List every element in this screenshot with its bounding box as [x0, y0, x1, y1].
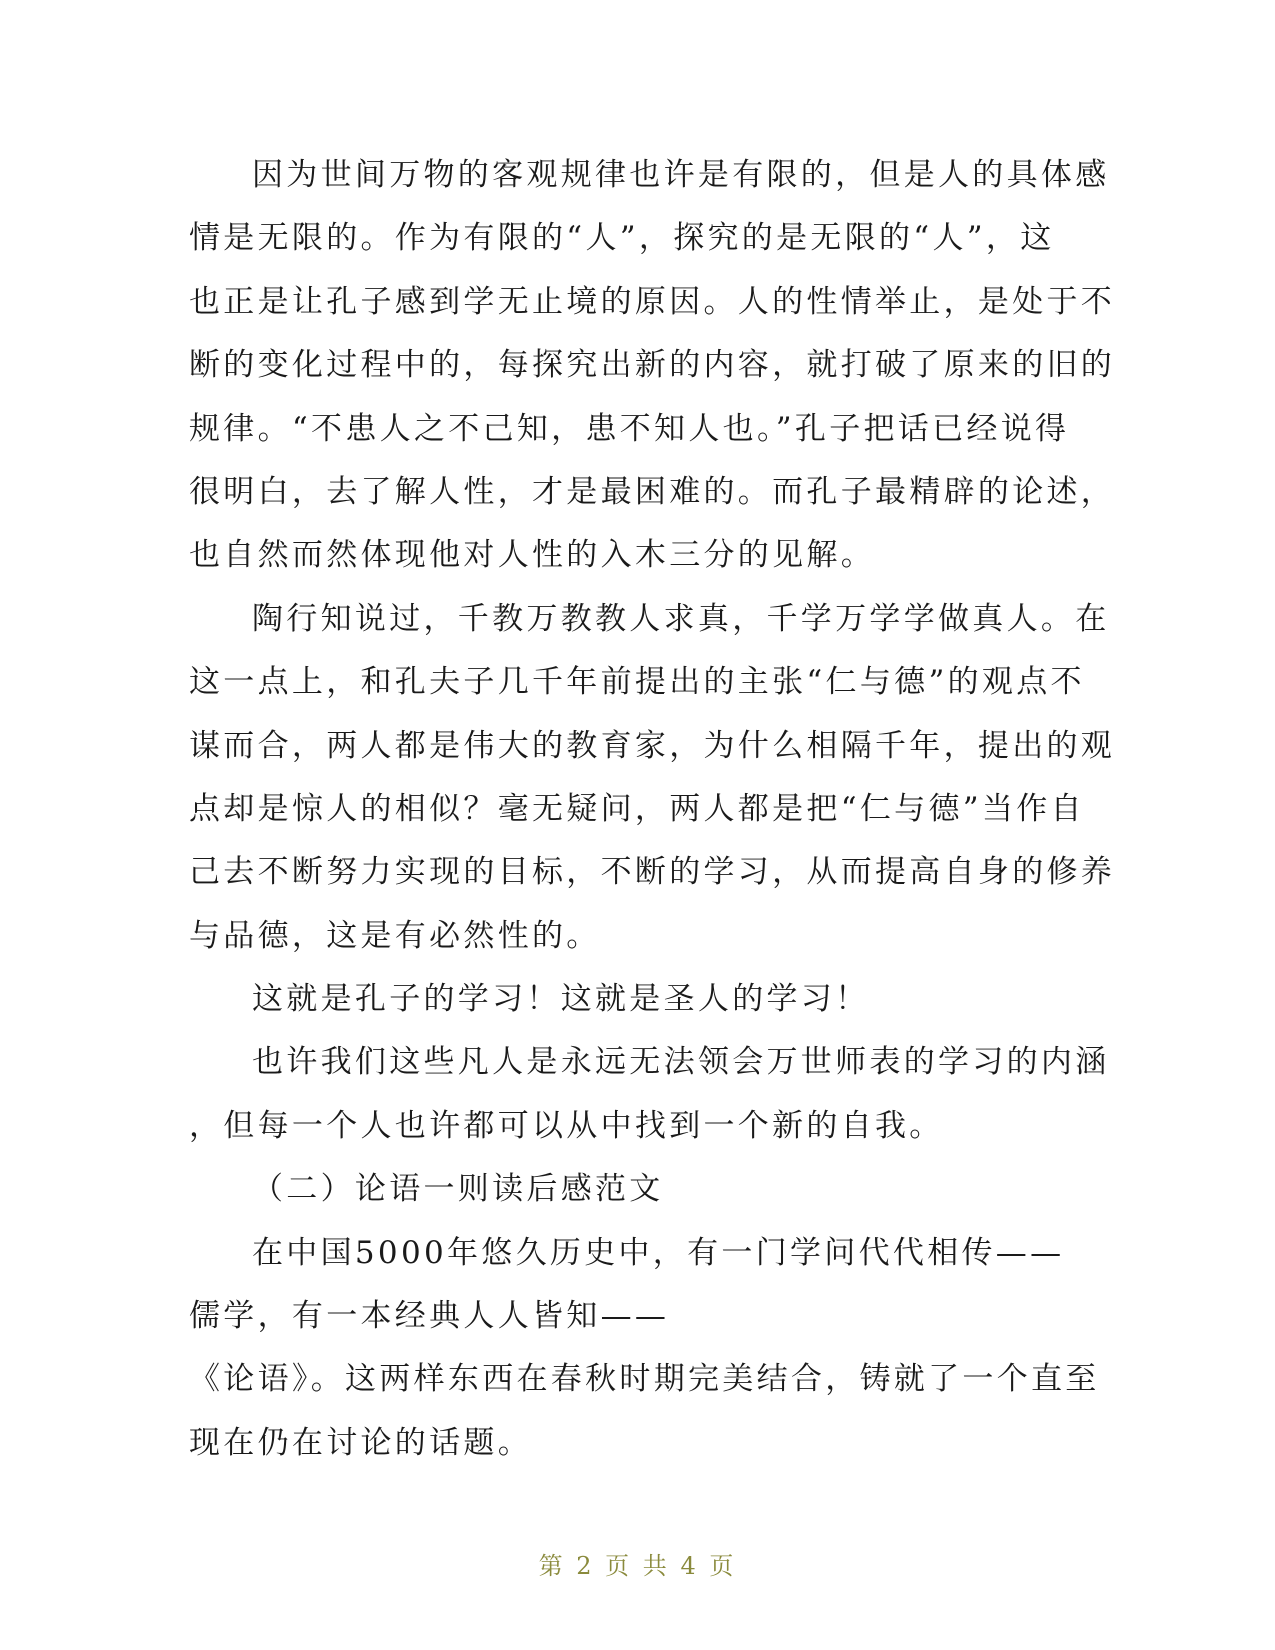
paragraph-line: 这一点上，和孔夫子几千年前提出的主张“仁与德”的观点不: [189, 664, 1085, 701]
paragraph-line: 情是无限的。作为有限的“人”，探究的是无限的“人”，这: [189, 220, 1055, 257]
paragraph-line: 在中国5000年悠久历史中，有一门学问代代相传——: [252, 1234, 1065, 1271]
section-heading: （二）论语一则读后感范文: [252, 1171, 664, 1208]
paragraph-line: 与品德，这是有必然性的。: [189, 917, 601, 954]
document-body: [189, 144, 1116, 1475]
paragraph-line: 点却是惊人的相似？毫无疑问，两人都是把“仁与德”当作自: [189, 790, 1085, 827]
paragraph-line: ，但每一个人也许都可以从中找到一个新的自我。: [189, 1107, 944, 1144]
paragraph-line: 规律。“不患人之不己知，患不知人也。”孔子把话已经说得: [189, 410, 1070, 447]
paragraph-line: 谋而合，两人都是伟大的教育家，为什么相隔千年，提出的观: [189, 727, 1116, 764]
paragraph-line: 很明白，去了解人性，才是最困难的。而孔子最精辟的论述，: [189, 473, 1116, 510]
paragraph-line: 己去不断努力实现的目标，不断的学习，从而提高自身的修养: [189, 854, 1116, 891]
paragraph-line: 也许我们这些凡人是永远无法领会万世师表的学习的内涵: [252, 1044, 1110, 1081]
paragraph-line: 儒学，有一本经典人人皆知——: [189, 1298, 670, 1335]
paragraph-line: 陶行知说过，千教万教教人求真，千学万学学做真人。在: [252, 600, 1110, 637]
paragraph-line: 这就是孔子的学习！这就是圣人的学习！: [252, 981, 870, 1018]
page-number-footer: 第 2 页 共 4 页: [538, 1552, 737, 1580]
paragraph-line: 因为世间万物的客观规律也许是有限的，但是人的具体感: [252, 157, 1110, 193]
paragraph-line: 断的变化过程中的，每探究出新的内容，就打破了原来的旧的: [189, 347, 1116, 384]
paragraph-line: 也正是让孔子感到学无止境的原因。人的性情举止，是处于不: [189, 283, 1116, 320]
paragraph-line: 现在仍在讨论的话题。: [189, 1424, 532, 1461]
paragraph-line: 也自然而然体现他对人性的入木三分的见解。: [189, 537, 875, 574]
paragraph-line: 《论语》。这两样东西在春秋时期完美结合，铸就了一个直至: [189, 1361, 1100, 1398]
